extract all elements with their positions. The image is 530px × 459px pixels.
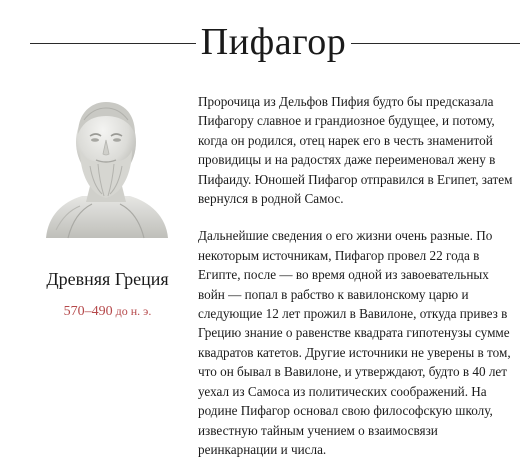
life-dates-era: до н. э. xyxy=(115,304,152,318)
page-header xyxy=(0,18,530,66)
life-dates xyxy=(30,302,185,321)
biography-text xyxy=(198,92,516,459)
biography-paragraph: Пророчица из Дельфов Пифия будто бы предсказала Пифагору славное и грандиозное будущее, и потому, когда он родился, отец нарек его в честь знаменитой провидицы и на радостях даже переименовал жену в Пифаиду. Юношей Пифагор отправился в Египет, затем вернулся в родной Самос. xyxy=(198,94,513,207)
life-dates-years: 570–490 xyxy=(63,304,113,319)
header-rule-right xyxy=(351,43,520,44)
region-label: Древняя Греция xyxy=(46,269,169,289)
header-rule-left xyxy=(30,43,196,44)
bust-portrait-icon xyxy=(38,90,174,240)
page-title: Пифагор xyxy=(200,21,347,63)
biography-paragraph: Дальнейшие сведения о его жизни очень разные. По некоторым источникам, Пифагор провел 22 года в Египте, после — во время одной из завоевательных войн — попал в рабство к вавилонскому царю и следующие 12 лет прожил в Вавилоне, откуда привез в Грецию знание о равенстве квадрата гипотенузы сумме квадратов катетов. Другие источники не уверены в том, что он бывал в Вавилоне, и утверждают, будто в 40 лет уехал из Самоса из политических соображений. На родине Пифагор основал свою философскую школу, известную тайным учением о взаимосвязи реинкарнации и числа. xyxy=(198,228,511,457)
